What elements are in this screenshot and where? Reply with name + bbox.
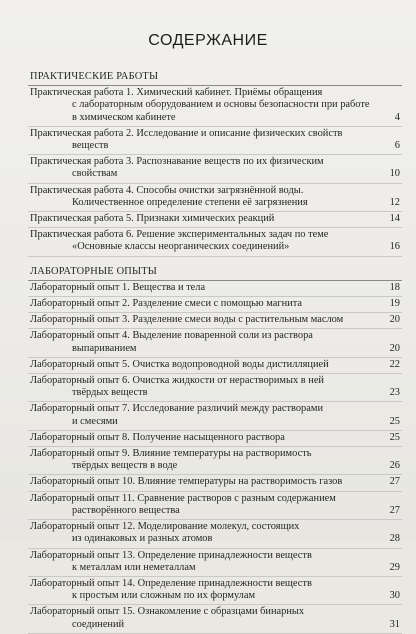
table-of-contents	[28, 68, 402, 634]
toc-entry-text: Практическая работа 1. Химический кабинет. Приёмы обращения	[30, 87, 323, 99]
toc-page-number: 19	[389, 298, 400, 310]
toc-entry-text: растворённого вещества	[72, 504, 180, 516]
toc-entry-text: соединений	[72, 618, 125, 630]
toc-page-number: 20	[389, 314, 400, 326]
toc-entry-text: Лабораторный опыт 6. Очистка жидкости от нерастворимых в ней	[30, 375, 324, 387]
toc-entry-text: к простым или сложным по их формулам	[72, 590, 256, 602]
section-heading: ЛАБОРАТОРНЫЕ ОПЫТЫ	[28, 263, 402, 281]
toc-page-number: 26	[389, 460, 400, 472]
toc-entry-text: в химическом кабинете	[72, 111, 176, 123]
toc-entry-text: Лабораторный опыт 7. Исследование различий между растворами	[30, 403, 324, 415]
toc-entry-text: и смесями	[72, 415, 118, 427]
toc-page-number: 28	[389, 533, 400, 545]
toc-page-number: 25	[389, 431, 400, 443]
toc-entry-text: Практическая работа 3. Распознавание веществ по их физическим	[30, 156, 324, 168]
toc-entry	[28, 431, 402, 447]
toc-entry-text: твёрдых веществ	[72, 387, 148, 399]
toc-page-number: 18	[389, 281, 400, 293]
toc-entry-text: Практическая работа 2. Исследование и описание физических свойств	[30, 127, 343, 139]
toc-entry-text: Лабораторный опыт 14. Определение принадлежности веществ	[30, 577, 312, 589]
toc-entry	[28, 577, 402, 605]
toc-entry	[28, 127, 402, 155]
toc-entry-text: Лабораторный опыт 1. Вещества и тела	[30, 281, 206, 293]
toc-entry-text: Лабораторный опыт 4. Выделение поваренной соли из раствора	[30, 330, 313, 342]
toc-page-number: 30	[389, 590, 400, 602]
toc-page-number: 25	[389, 415, 400, 427]
toc-entry-text: Лабораторный опыт 12. Моделирование молекул, состоящих	[30, 521, 300, 533]
toc-entry	[28, 605, 402, 633]
toc-page-number: 22	[389, 358, 400, 370]
toc-page-number: 14	[389, 213, 400, 225]
toc-entry	[28, 447, 402, 475]
toc-entry-text: Лабораторный опыт 3. Разделение смеси воды с растительным маслом	[30, 314, 344, 326]
toc-entry	[28, 520, 402, 548]
page-title: СОДЕРЖАНИЕ	[148, 32, 268, 49]
toc-entry-text: Практическая работа 4. Способы очистки загрязнённой воды.	[30, 184, 304, 196]
toc-entry	[28, 475, 402, 491]
toc-entry-text: Лабораторный опыт 2. Разделение смеси с помощью магнита	[30, 298, 303, 310]
toc-entry	[28, 281, 402, 297]
toc-entry	[28, 297, 402, 313]
section-heading: ПРАКТИЧЕСКИЕ РАБОТЫ	[28, 68, 402, 86]
toc-entry-text: Лабораторный опыт 9. Влияние температуры на растворимость	[30, 448, 312, 460]
toc-entry	[28, 358, 402, 374]
toc-entry-text: Количественное определение степени её загрязнения	[72, 196, 308, 208]
toc-page-number: 6	[394, 140, 400, 152]
toc-entry	[28, 313, 402, 329]
toc-entry-text: к металлам или неметаллам	[72, 561, 196, 573]
toc-entry	[28, 86, 402, 127]
toc-entry	[28, 212, 402, 228]
toc-entry	[28, 402, 402, 430]
toc-entry-text: Лабораторный опыт 13. Определение принадлежности веществ	[30, 549, 312, 561]
toc-entry	[28, 228, 402, 256]
toc-page-number: 31	[389, 618, 400, 630]
toc-entry	[28, 374, 402, 402]
toc-page-number: 12	[389, 196, 400, 208]
toc-page-number: 27	[389, 476, 400, 488]
toc-page-number: 10	[389, 168, 400, 180]
toc-entry-text: с лабораторным оборудованием и основы безопасности при работе	[72, 99, 370, 111]
toc-entry	[28, 155, 402, 183]
toc-page-number: 29	[389, 561, 400, 573]
toc-entry-text: Практическая работа 6. Решение экспериментальных задач по теме	[30, 229, 329, 241]
toc-entry-text: из одинаковых и разных атомов	[72, 533, 213, 545]
toc-entry-text: веществ	[72, 140, 109, 152]
toc-entry-text: твёрдых веществ в воде	[72, 460, 178, 472]
toc-entry-text: Лабораторный опыт 15. Ознакомление с образцами бинарных	[30, 606, 305, 618]
toc-page-number: 27	[389, 504, 400, 516]
toc-entry-text: Лабораторный опыт 10. Влияние температуры на растворимость газов	[30, 476, 343, 488]
toc-entry	[28, 329, 402, 357]
toc-page-number: 4	[394, 111, 400, 123]
toc-entry	[28, 184, 402, 212]
toc-page-number: 16	[389, 241, 400, 253]
toc-page-number: 20	[389, 342, 400, 354]
toc-page-number: 23	[389, 387, 400, 399]
toc-entry-text: свойствам	[72, 168, 118, 180]
toc-entry-text: «Основные классы неорганических соединений»	[72, 241, 290, 253]
toc-entry-text: Лабораторный опыт 11. Сравнение растворов с разным содержанием	[30, 492, 336, 504]
toc-entry-text: Лабораторный опыт 8. Получение насыщенного раствора	[30, 431, 285, 443]
toc-entry-text: выпариванием	[72, 342, 137, 354]
toc-entry-text: Практическая работа 5. Признаки химических реакций	[30, 213, 275, 225]
toc-entry	[28, 492, 402, 520]
toc-entry-text: Лабораторный опыт 5. Очистка водопроводной воды дистилляцией	[30, 358, 329, 370]
toc-entry	[28, 549, 402, 577]
